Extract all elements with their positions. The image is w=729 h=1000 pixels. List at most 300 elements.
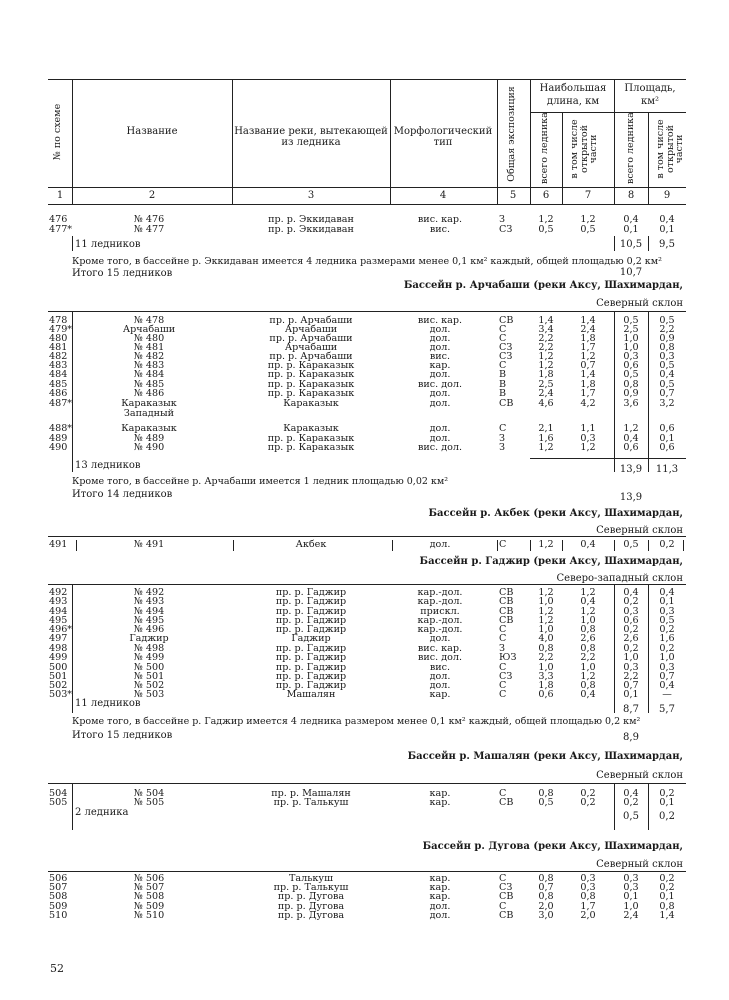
cell-name: № 505	[133, 797, 165, 808]
cell-area-open: 0,3	[659, 606, 675, 617]
cell-length-open: 0,3	[580, 882, 596, 893]
cell-river: пр. р. Талькуш	[273, 797, 349, 808]
cell-length-total: 0,5	[538, 797, 554, 808]
cell-area-total: 0,8	[623, 379, 639, 390]
cell-length-open: 1,2	[580, 606, 596, 617]
cell-length-total: 0,8	[538, 873, 554, 884]
cell-number: 502	[49, 680, 68, 691]
summary-total-label: Итого 15 ледников	[72, 730, 173, 741]
cell-area-open: 0,2	[659, 788, 675, 799]
summary-note: Кроме того, в бассейне р. Эккидаван имеется 4 ледника размерами менее 0,1 км² каждый, общей площадью 0,2 км²	[72, 256, 662, 267]
cell-exposure: СЗ	[499, 224, 513, 235]
cell-length-open: 0,2	[580, 788, 596, 799]
cell-number: 486	[49, 388, 68, 399]
cell-river: пр. р. Гаджир	[275, 652, 347, 663]
section-slope: Северный склон	[596, 525, 683, 536]
cell-morph-type: кар.-дол.	[417, 587, 463, 598]
cell-name: Арчабаши	[122, 324, 176, 335]
col-exposure-header	[507, 84, 517, 184]
summary-rule	[72, 312, 73, 472]
cell-length-total: 1,2	[538, 360, 554, 371]
cell-length-open: 1,2	[580, 442, 596, 453]
cell-area-open: 0,4	[659, 680, 675, 691]
cell-area-open: 0,2	[659, 624, 675, 635]
header-rule-mid	[48, 187, 686, 188]
cell-area-open: 0,6	[659, 442, 675, 453]
cell-area-total: 0,3	[623, 606, 639, 617]
col-number-4: 4	[439, 190, 447, 201]
cell-river: пр. р. Эккидаван	[268, 224, 354, 235]
summary-area-open: 11,3	[655, 464, 679, 475]
cell-name: № 477	[133, 224, 165, 235]
cell-length-total: 0,8	[538, 788, 554, 799]
cell-name: № 482	[133, 351, 165, 362]
col-length-open-line: в том числе	[569, 119, 580, 179]
separator-bar	[614, 540, 615, 551]
cell-length-open: 1,2	[580, 351, 596, 362]
cell-river: пр. р. Гаджир	[275, 643, 347, 654]
cell-number: 495	[49, 615, 68, 626]
cell-area-total: 1,2	[623, 423, 639, 434]
cell-area-total: 0,3	[623, 882, 639, 893]
col-number-7: 7	[584, 190, 592, 201]
cell-length-total: 4,0	[538, 633, 554, 644]
cell-river: пр. р. Арчабаши	[269, 351, 353, 362]
cell-exposure: СЗ	[499, 351, 513, 362]
cell-length-total: 1,6	[538, 433, 554, 444]
col-river-header-1: Название реки, вытекающей	[234, 126, 388, 137]
summary-rule	[648, 236, 649, 251]
cell-name: № 485	[133, 379, 165, 390]
cell-area-open: 0,7	[659, 671, 675, 682]
cell-name: № 496	[133, 624, 165, 635]
cell-length-total: 2,4	[538, 388, 554, 399]
summary-area-open: 0,2	[659, 811, 675, 822]
cell-morph-type: вис. кар.	[417, 214, 463, 225]
cell-number: 508	[49, 891, 68, 902]
cell-exposure: СЗ	[499, 882, 513, 893]
cell-river: Арчабаши	[284, 342, 338, 353]
summary-count: 13 ледников	[75, 460, 141, 471]
cell-exposure: С	[499, 360, 507, 371]
cell-morph-type: дол.	[429, 324, 451, 335]
cell-length-open: 2,6	[580, 633, 596, 644]
cell-length-open: 1,8	[580, 333, 596, 344]
separator-bar	[648, 540, 649, 551]
summary-note: Кроме того, в бассейне р. Гаджир имеется 4 ледника размером менее 0,1 км² каждый, общей площадью 0,2 км²	[72, 716, 641, 727]
cell-river: Гаджир	[291, 633, 331, 644]
section-slope: Северный склон	[596, 859, 683, 870]
cell-area-total: 0,5	[623, 539, 639, 550]
cell-area-total: 1,0	[623, 901, 639, 912]
cell-river: пр. р. Эккидаван	[268, 214, 354, 225]
cell-area-open: 2,2	[659, 324, 675, 335]
col-area-open-line: части	[674, 134, 685, 164]
cell-area-total: 2,2	[623, 671, 639, 682]
cell-length-open: 1,2	[580, 214, 596, 225]
cell-morph-type: дол.	[429, 539, 451, 550]
cell-length-total: 3,3	[538, 671, 554, 682]
cell-area-open: 0,4	[659, 214, 675, 225]
cell-length-open: 2,2	[580, 652, 596, 663]
cell-length-open: 0,7	[580, 360, 596, 371]
col-area-open-line: открытой	[664, 125, 676, 173]
separator-bar	[76, 540, 77, 551]
cell-area-total: 0,6	[623, 442, 639, 453]
cell-length-open: 1,1	[580, 423, 596, 434]
cell-area-open: 1,4	[659, 910, 675, 921]
section-title: Бассейн р. Дугова (реки Аксу, Шахимардан,	[422, 841, 683, 852]
cell-name: № 483	[133, 360, 165, 371]
cell-area-open: 0,1	[659, 224, 675, 235]
cell-number: 501	[49, 671, 68, 682]
col-name-header: Название	[126, 126, 178, 137]
cell-number: 510	[49, 910, 68, 921]
cell-length-total: 1,2	[538, 214, 554, 225]
cell-area-total: 0,3	[623, 351, 639, 362]
cell-length-open: 0,5	[580, 224, 596, 235]
cell-area-open: 0,5	[659, 379, 675, 390]
col-length-total-text: всего ледника	[539, 112, 550, 184]
cell-name: № 501	[133, 671, 165, 682]
cell-area-total: 0,5	[623, 369, 639, 380]
section-title: Бассейн р. Акбек (реки Аксу, Шахимардан,	[428, 508, 683, 519]
cell-river: Машалян	[286, 689, 336, 700]
cell-area-total: 1,0	[623, 342, 639, 353]
cell-morph-type: кар.	[429, 788, 451, 799]
cell-number: 492	[49, 587, 68, 598]
summary-total-value: 13,9	[619, 492, 643, 503]
summary-rule	[614, 585, 615, 713]
cell-river: пр. р. Гаджир	[275, 671, 347, 682]
cell-river: пр. р. Дугова	[277, 891, 345, 902]
cell-river: пр. р. Караказык	[267, 360, 355, 371]
col-no-header-text: № по схеме	[52, 103, 63, 161]
cell-exposure: СВ	[499, 910, 514, 921]
cell-area-total: 0,4	[623, 214, 639, 225]
cell-number: 505	[49, 797, 68, 808]
cell-length-total: 1,2	[538, 539, 554, 550]
subtotal-rule	[530, 458, 686, 459]
cell-name: № 502	[133, 680, 165, 691]
col-divider	[72, 79, 73, 204]
cell-exposure: ЮЗ	[499, 652, 517, 663]
cell-length-total: 1,2	[538, 351, 554, 362]
cell-morph-type: дол.	[429, 433, 451, 444]
cell-number: 490	[49, 442, 68, 453]
col-exposure-header-text: Общая экспозиция	[506, 86, 517, 182]
cell-length-total: 2,0	[538, 901, 554, 912]
section-rule	[48, 536, 686, 537]
cell-exposure: СЗ	[499, 342, 513, 353]
cell-area-open: 0,1	[659, 891, 675, 902]
cell-river: пр. р. Арчабаши	[269, 333, 353, 344]
cell-area-total: 0,4	[623, 788, 639, 799]
cell-river: Караказык	[283, 423, 339, 434]
summary-count: 11 ледников	[75, 698, 141, 709]
cell-length-open: 0,4	[580, 689, 596, 700]
cell-area-open: 0,4	[659, 369, 675, 380]
cell-area-total: 0,2	[623, 797, 639, 808]
cell-morph-type: кар.	[429, 360, 451, 371]
cell-length-open: 2,4	[580, 324, 596, 335]
cell-exposure: З	[499, 442, 505, 453]
col-divider	[562, 112, 563, 204]
cell-exposure: С	[499, 689, 507, 700]
cell-area-open: 0,3	[659, 662, 675, 673]
cell-morph-type: дол.	[429, 680, 451, 691]
col-length-header-2: длина, км	[546, 96, 600, 107]
cell-length-total: 1,2	[538, 442, 554, 453]
cell-area-total: 0,5	[623, 315, 639, 326]
cell-exposure: С	[499, 333, 507, 344]
summary-count: 2 ледника	[75, 807, 129, 818]
cell-exposure: С	[499, 901, 507, 912]
cell-area-open: 0,8	[659, 901, 675, 912]
cell-name: № 508	[133, 891, 165, 902]
cell-area-total: 0,1	[623, 689, 639, 700]
cell-exposure: С	[499, 680, 507, 691]
cell-morph-type: кар.-дол.	[417, 615, 463, 626]
cell-morph-type: кар.	[429, 689, 451, 700]
cell-morph-type: дол.	[429, 901, 451, 912]
cell-length-total: 1,0	[538, 662, 554, 673]
summary-rule	[648, 312, 649, 472]
cell-name: № 506	[133, 873, 165, 884]
separator-bar	[233, 540, 234, 551]
cell-length-total: 2,2	[538, 333, 554, 344]
cell-length-total: 1,8	[538, 680, 554, 691]
cell-river: пр. р. Арчабаши	[269, 315, 353, 326]
separator-bar	[562, 540, 563, 551]
cell-area-open: 0,5	[659, 615, 675, 626]
separator-bar	[497, 540, 498, 551]
cell-area-total: 0,4	[623, 587, 639, 598]
cell-length-open: 1,0	[580, 615, 596, 626]
section-slope: Северный склон	[596, 770, 683, 781]
separator-bar	[683, 540, 684, 551]
cell-number: 481	[49, 342, 68, 353]
cell-exposure: СВ	[499, 606, 514, 617]
cell-morph-type: дол.	[429, 342, 451, 353]
summary-area-total: 8,7	[623, 704, 639, 715]
col-number-1: 1	[56, 190, 64, 201]
cell-number: 494	[49, 606, 68, 617]
section-title: Бассейн р. Гаджир (реки Аксу, Шахимардан,	[419, 556, 683, 567]
cell-river: пр. р. Талькуш	[273, 882, 349, 893]
cell-length-total: 3,4	[538, 324, 554, 335]
col-divider	[648, 112, 649, 204]
cell-area-open: 1,6	[659, 633, 675, 644]
cell-name: № 481	[133, 342, 165, 353]
cell-number: 507	[49, 882, 68, 893]
cell-area-open: 0,8	[659, 342, 675, 353]
summary-count: 11 ледников	[75, 239, 141, 250]
cell-number: 506	[49, 873, 68, 884]
summary-total-label: Итого 15 ледников	[72, 268, 173, 279]
separator-bar	[530, 540, 531, 551]
cell-exposure: С	[499, 539, 507, 550]
cell-length-open: 1,2	[580, 671, 596, 682]
cell-number: 483	[49, 360, 68, 371]
col-number-3: 3	[307, 190, 315, 201]
cell-length-total: 2,2	[538, 342, 554, 353]
cell-length-open: 0,8	[580, 891, 596, 902]
cell-area-total: 0,2	[623, 624, 639, 635]
cell-river: пр. р. Дугова	[277, 901, 345, 912]
cell-number: 484	[49, 369, 68, 380]
cell-exposure: С	[499, 873, 507, 884]
cell-length-open: 1,8	[580, 379, 596, 390]
cell-name: № 494	[133, 606, 165, 617]
cell-number: 479*	[49, 324, 73, 335]
cell-length-total: 2,1	[538, 423, 554, 434]
cell-name: № 491	[133, 539, 165, 550]
section-rule	[48, 871, 686, 872]
cell-exposure: З	[499, 433, 505, 444]
summary-area-total: 0,5	[623, 811, 639, 822]
cell-length-total: 4,6	[538, 398, 554, 409]
cell-area-open: 1,0	[659, 652, 675, 663]
cell-name: № 498	[133, 643, 165, 654]
cell-exposure: В	[499, 379, 507, 390]
cell-morph-type: вис. кар.	[417, 643, 463, 654]
cell-river: пр. р. Машалян	[271, 788, 351, 799]
cell-morph-type: дол.	[429, 633, 451, 644]
col-divider	[497, 79, 498, 204]
cell-length-total: 0,6	[538, 689, 554, 700]
cell-length-total: 2,5	[538, 379, 554, 390]
cell-morph-type: дол.	[429, 423, 451, 434]
cell-number: 485	[49, 379, 68, 390]
cell-area-total: 0,2	[623, 643, 639, 654]
cell-area-open: 0,5	[659, 315, 675, 326]
summary-area-open: 5,7	[659, 704, 675, 715]
cell-name: № 484	[133, 369, 165, 380]
cell-river: Караказык	[283, 398, 339, 409]
cell-area-total: 2,6	[623, 633, 639, 644]
cell-area-total: 0,1	[623, 891, 639, 902]
cell-river: пр. р. Караказык	[267, 433, 355, 444]
col-number-8: 8	[627, 190, 635, 201]
section-slope: Северо-западный склон	[556, 573, 683, 584]
cell-length-total: 3,0	[538, 910, 554, 921]
cell-morph-type: кар.	[429, 891, 451, 902]
cell-length-total: 2,2	[538, 652, 554, 663]
col-number-2: 2	[148, 190, 156, 201]
cell-number: 499	[49, 652, 68, 663]
cell-exposure: С	[499, 788, 507, 799]
cell-number: 480	[49, 333, 68, 344]
cell-area-open: 0,2	[659, 873, 675, 884]
cell-morph-type: кар.	[429, 873, 451, 884]
col-morph-header-1: Морфологический	[393, 126, 493, 137]
cell-name: № 495	[133, 615, 165, 626]
cell-exposure: СЗ	[499, 671, 513, 682]
cell-length-total: 1,0	[538, 596, 554, 607]
cell-number: 488*	[49, 423, 73, 434]
cell-number: 500	[49, 662, 68, 673]
cell-area-open: 0,2	[659, 643, 675, 654]
cell-exposure: З	[499, 214, 505, 225]
summary-rule	[72, 585, 73, 713]
section-slope: Северный склон	[596, 298, 683, 309]
cell-morph-type: вис. дол.	[417, 442, 463, 453]
cell-length-open: 2,0	[580, 910, 596, 921]
cell-name: Караказык	[121, 423, 177, 434]
cell-area-open: 0,2	[659, 882, 675, 893]
separator-bar	[392, 540, 393, 551]
summary-total-label: Итого 14 ледников	[72, 489, 173, 500]
cell-name: № 499	[133, 652, 165, 663]
cell-area-total: 0,2	[623, 596, 639, 607]
cell-number: 504	[49, 788, 68, 799]
summary-area-total: 13,9	[619, 464, 643, 475]
col-divider	[614, 79, 615, 204]
col-area-total-header	[626, 114, 636, 184]
cell-exposure: С	[499, 324, 507, 335]
cell-area-open: 0,6	[659, 423, 675, 434]
cell-area-open: 0,4	[659, 587, 675, 598]
summary-note: Кроме того, в бассейне р. Арчабаши имеется 1 ледник площадью 0,02 км²	[72, 476, 449, 487]
cell-name: № 504	[133, 788, 165, 799]
col-length-total-header	[540, 114, 550, 184]
cell-exposure: С	[499, 633, 507, 644]
cell-area-total: 1,0	[623, 652, 639, 663]
cell-number: 477*	[49, 224, 73, 235]
cell-morph-type: вис.	[429, 224, 451, 235]
cell-name: № 503	[133, 689, 165, 700]
header-subrule	[530, 112, 686, 113]
cell-name: № 500	[133, 662, 165, 673]
cell-length-open: 1,4	[580, 369, 596, 380]
col-area-header-2: км²	[640, 96, 660, 107]
cell-area-total: 0,1	[623, 224, 639, 235]
cell-morph-type: кар.	[429, 882, 451, 893]
header-rule-bottom	[48, 204, 686, 205]
cell-exposure: З	[499, 643, 505, 654]
cell-name: № 492	[133, 587, 165, 598]
cell-name: Западный	[123, 408, 175, 419]
summary-rule	[648, 585, 649, 713]
cell-area-total: 0,9	[623, 388, 639, 399]
cell-morph-type: прискл.	[420, 606, 460, 617]
cell-length-open: 1,7	[580, 342, 596, 353]
cell-morph-type: вис. дол.	[417, 652, 463, 663]
cell-river: пр. р. Гаджир	[275, 596, 347, 607]
summary-rule	[648, 784, 649, 830]
cell-exposure: СВ	[499, 315, 514, 326]
cell-morph-type: вис.	[429, 351, 451, 362]
cell-morph-type: вис. дол.	[417, 379, 463, 390]
cell-exposure: В	[499, 388, 507, 399]
cell-name: № 478	[133, 315, 165, 326]
cell-morph-type: кар.-дол.	[417, 624, 463, 635]
cell-name: № 489	[133, 433, 165, 444]
cell-area-total: 2,4	[623, 910, 639, 921]
col-no-header	[53, 82, 63, 182]
cell-morph-type: кар.	[429, 797, 451, 808]
cell-name: № 476	[133, 214, 165, 225]
cell-area-total: 0,3	[623, 662, 639, 673]
cell-name: № 490	[133, 442, 165, 453]
col-divider	[530, 79, 531, 204]
cell-number: 498	[49, 643, 68, 654]
cell-area-open: 0,5	[659, 360, 675, 371]
cell-length-total: 1,2	[538, 615, 554, 626]
cell-length-total: 0,7	[538, 882, 554, 893]
cell-length-open: 1,0	[580, 662, 596, 673]
